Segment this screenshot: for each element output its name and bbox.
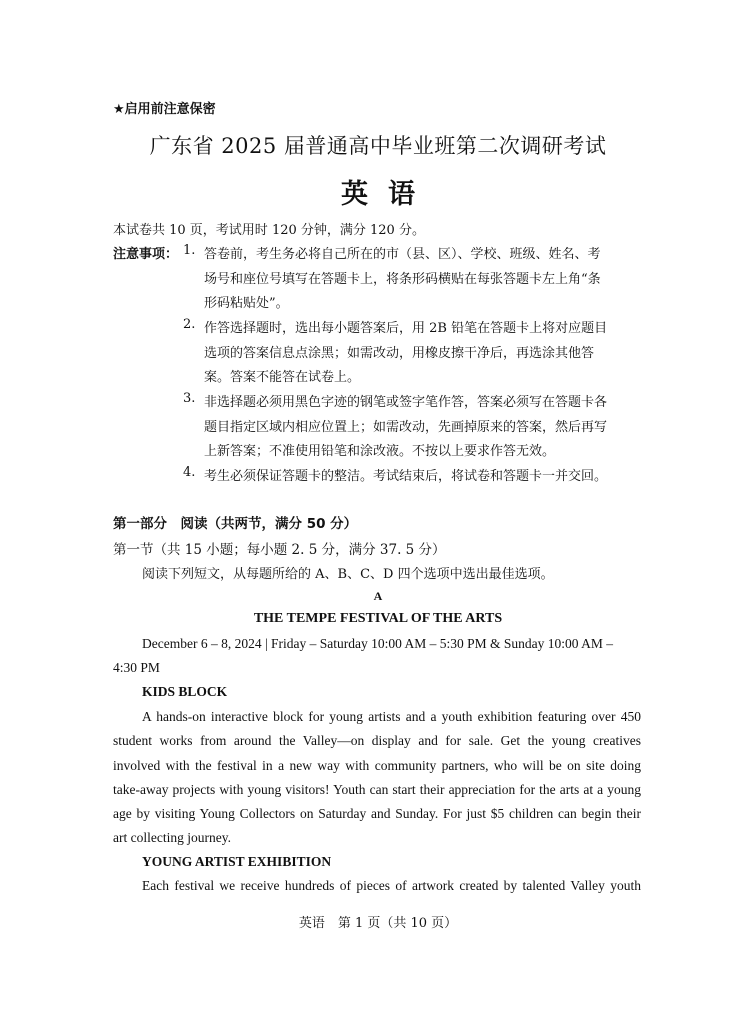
reading-instruction: 阅读下列短文，从每题所给的 A、B、C、D 四个选项中选出最佳选项。 [142,567,554,582]
note-number: 2. [183,317,196,332]
passage-letter: A [373,589,383,603]
exam-title: 广东省 2025 届普通高中毕业班第二次调研考试 [149,134,607,158]
note-line: 选项的答案信息点涂黑；如需改动，用橡皮擦干净后，再选涂其他答 [204,346,595,361]
note-line: 形码粘贴处”。 [204,296,289,311]
section-subheading: 第一节（共 15 小题；每小题 2. 5 分，满分 37. 5 分） [113,542,446,558]
note-line: 考生必须保证答题卡的整洁。考试结束后，将试卷和答题卡一并交回。 [204,469,608,484]
festival-dates-continued: 4:30 PM [113,660,160,675]
note-number: 1. [183,243,196,258]
exam-intro: 本试卷共 10 页，考试用时 120 分钟，满分 120 分。 [113,223,425,238]
paragraph-line: art collecting journey. [113,830,231,845]
festival-dates: December 6 – 8, 2024 | Friday – Saturday 10:00 AM – 5:30 PM & Sunday 10:00 AM – [142,636,614,651]
note-line: 作答选择题时，选出每小题答案后，用 2B 铅笔在答题卡上将对应题目 [204,321,608,336]
subject-title: 英语 [341,179,435,210]
part-heading: 第一部分 阅读（共两节，满分 50 分） [113,516,358,532]
paragraph-line: Each festival we receive hundreds of pieces of artwork created by talented Valley youth [142,878,641,893]
confidential-notice: ★启用前注意保密 [113,102,216,117]
note-line: 题目指定区域内相应位置上；如需改动，先画掉原来的答案，然后再写 [204,420,608,435]
page-footer: 英语 第 1 页（共 10 页） [298,916,458,931]
note-line: 场号和座位号填写在答题卡上，将条形码横贴在每张答题卡左上角“条 [204,272,601,287]
note-line: 非选择题必须用黑色字迹的钢笔或签字笔作答，答案必须写在答题卡各 [204,395,608,410]
note-line: 案。答案不能答在试卷上。 [204,370,361,385]
note-line: 上新答案；不准使用铅笔和涂改液。不按以上要求作答无效。 [204,444,556,459]
exhibition-heading: YOUNG ARTIST EXHIBITION [142,854,332,869]
notes-label: 注意事项： [113,247,179,262]
note-number: 4. [183,465,196,480]
paragraph-line: student works from around the Valley—on display and for sale. Get the young creatives [113,733,641,748]
note-number: 3. [183,391,196,406]
paragraph-line: age by visiting Young Collectors on Saturday and Sunday. For just $5 children can begin their [113,806,641,821]
paragraph-line: involved with the festival in a new way with community partners, who will be on site doing [113,758,641,773]
note-line: 答卷前，考生务必将自己所在的市（县、区）、学校、班级、姓名、考 [204,247,601,262]
paragraph-line: A hands-on interactive block for young artists and a youth exhibition featuring over 450 [142,709,641,724]
paragraph-line: take-away projects with young visitors! Youth can start their appreciation for the arts at a young [113,782,641,797]
kids-block-heading: KIDS BLOCK [142,684,228,699]
passage-title: THE TEMPE FESTIVAL OF THE ARTS [253,611,503,626]
